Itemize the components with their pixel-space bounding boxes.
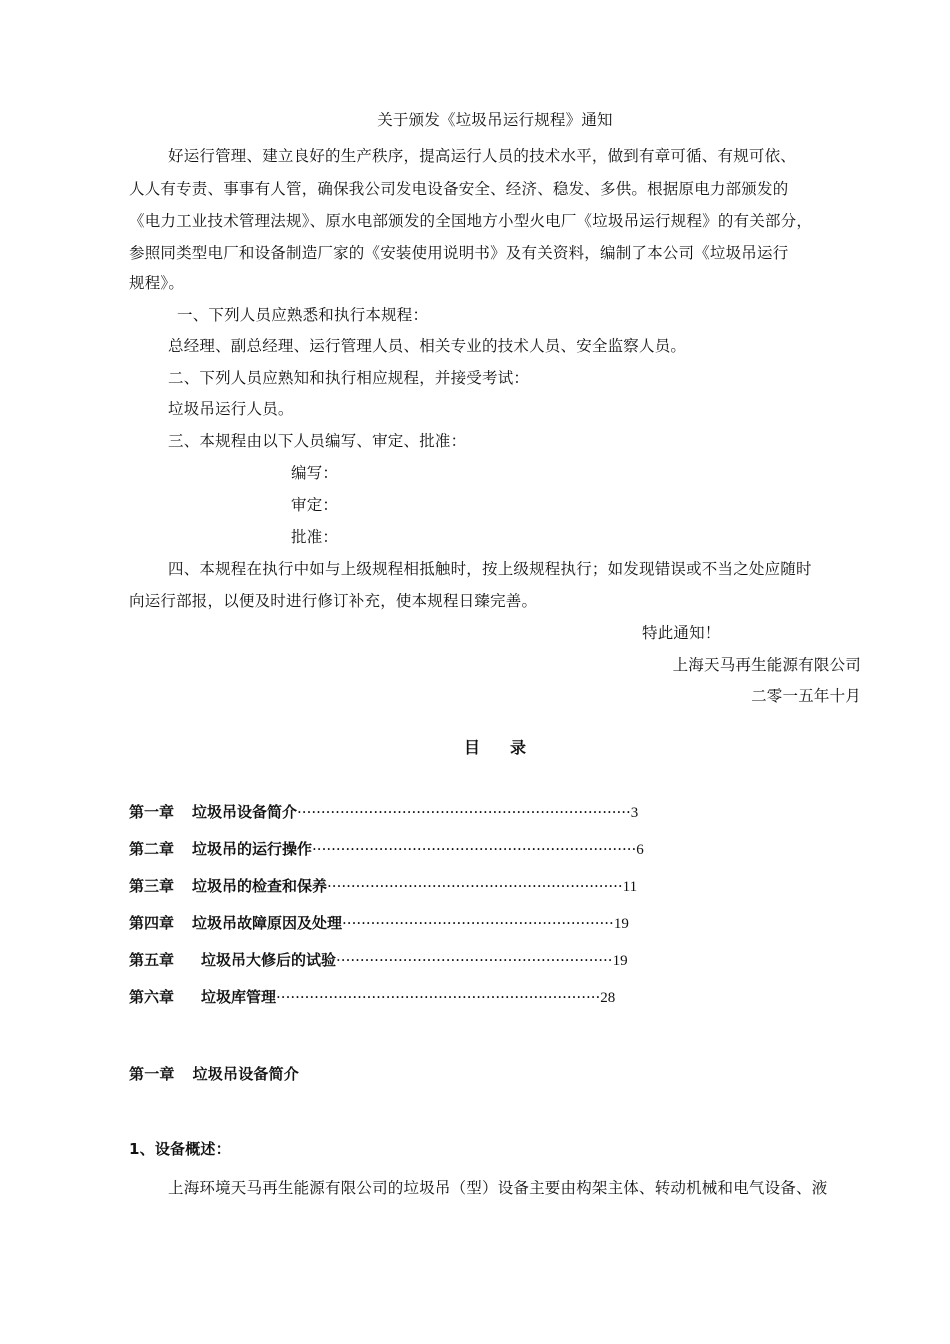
toc-leader-dots: ······································································	[297, 803, 631, 821]
toc-entry[interactable]	[129, 987, 615, 1008]
toc-chapter-number: 第六章	[129, 988, 175, 1006]
notice-paragraph-line: 好运行管理、建立良好的生产秩序，提高运行人员的技术水平，做到有章可循、有规可依、	[168, 147, 797, 165]
toc-chapter-number: 第五章	[129, 951, 175, 969]
toc-chapter-number: 第二章	[129, 840, 175, 858]
toc-chapter-name: 垃圾库管理	[201, 988, 277, 1006]
role-author: 编写：	[291, 464, 339, 482]
notice-paragraph-line: 《电力工业技术管理法规》、原水电部颁发的全国地方小型火电厂《垃圾吊运行规程》的有关部分，	[129, 212, 813, 230]
toc-entry[interactable]	[129, 950, 628, 971]
toc-page-number: 6	[636, 842, 644, 858]
toc-chapter-number: 第四章	[129, 914, 175, 932]
role-reviewer: 审定：	[291, 496, 339, 514]
toc-leader-dots: ·························································	[342, 914, 614, 932]
toc-entry[interactable]	[129, 839, 644, 860]
toc-leader-dots: ····································································	[276, 988, 601, 1006]
toc-leader-dots: ····································································	[312, 840, 637, 858]
notice-paragraph-line: 规程》。	[129, 274, 185, 292]
toc-chapter-name: 垃圾吊大修后的试验	[201, 951, 337, 969]
toc-chapter-number: 第三章	[129, 877, 175, 895]
toc-entry[interactable]	[129, 913, 629, 934]
item4-line: 向运行部报，以便及时进行修订补充，使本规程日臻完善。	[129, 592, 538, 610]
toc-chapter-number: 第一章	[129, 803, 175, 821]
notice-paragraph-line: 人人有专责、事事有人管，确保我公司发电设备安全、经济、稳发、多供。根据原电力部颁发的	[129, 180, 789, 198]
item1-heading: 一、下列人员应熟悉和执行本规程：	[177, 306, 429, 324]
item3-heading: 三、本规程由以下人员编写、审定、批准：	[168, 432, 467, 450]
notice-paragraph-line: 参照同类型电厂和设备制造厂家的《安装使用说明书》及有关资料，编制了本公司《垃圾吊运行	[129, 244, 789, 262]
toc-entry[interactable]	[129, 876, 637, 897]
item2-body: 垃圾吊运行人员。	[168, 400, 294, 418]
toc-chapter-name: 垃圾吊设备简介	[192, 803, 298, 821]
toc-chapter-name: 垃圾吊的运行操作	[192, 840, 313, 858]
toc-chapter-name: 垃圾吊故障原因及处理	[192, 914, 343, 932]
notice-title: 关于颁发《垃圾吊运行规程》通知	[377, 111, 613, 129]
item2-heading: 二、下列人员应熟知和执行相应规程，并接受考试：	[168, 369, 530, 387]
chapter-name: 垃圾吊设备简介	[192, 1065, 300, 1083]
role-approver: 批准：	[291, 528, 339, 546]
item1-body: 总经理、副总经理、运行管理人员、相关专业的技术人员、安全监察人员。	[168, 337, 687, 355]
issue-date: 二零一五年十月	[751, 687, 861, 705]
toc-page-number: 19	[612, 953, 628, 969]
chapter-number: 第一章	[129, 1065, 175, 1083]
chapter-heading	[129, 1064, 299, 1084]
toc-title-part: 录	[510, 738, 527, 757]
toc-chapter-name: 垃圾吊的检查和保养	[192, 877, 328, 895]
section-body-line: 上海环境天马再生能源有限公司的垃圾吊（型）设备主要由构架主体、转动机械和电气设备、液	[168, 1179, 828, 1197]
section-heading: 1、设备概述：	[129, 1140, 231, 1158]
toc-page-number: 3	[630, 805, 639, 821]
item4-line: 四、本规程在执行中如与上级规程相抵触时，按上级规程执行；如发现错误或不当之处应随时	[168, 560, 812, 578]
toc-page-number: 11	[622, 879, 638, 895]
toc-title-part: 目	[463, 738, 480, 757]
toc-leader-dots: ······························································	[327, 877, 623, 895]
toc-title	[0, 738, 950, 758]
closing-text: 特此通知！	[642, 624, 721, 642]
company-name: 上海天马再生能源有限公司	[672, 656, 861, 674]
toc-leader-dots: ··························································	[336, 951, 613, 969]
toc-page-number: 19	[613, 916, 629, 932]
toc-entry[interactable]	[129, 802, 638, 823]
toc-page-number: 28	[600, 990, 616, 1006]
